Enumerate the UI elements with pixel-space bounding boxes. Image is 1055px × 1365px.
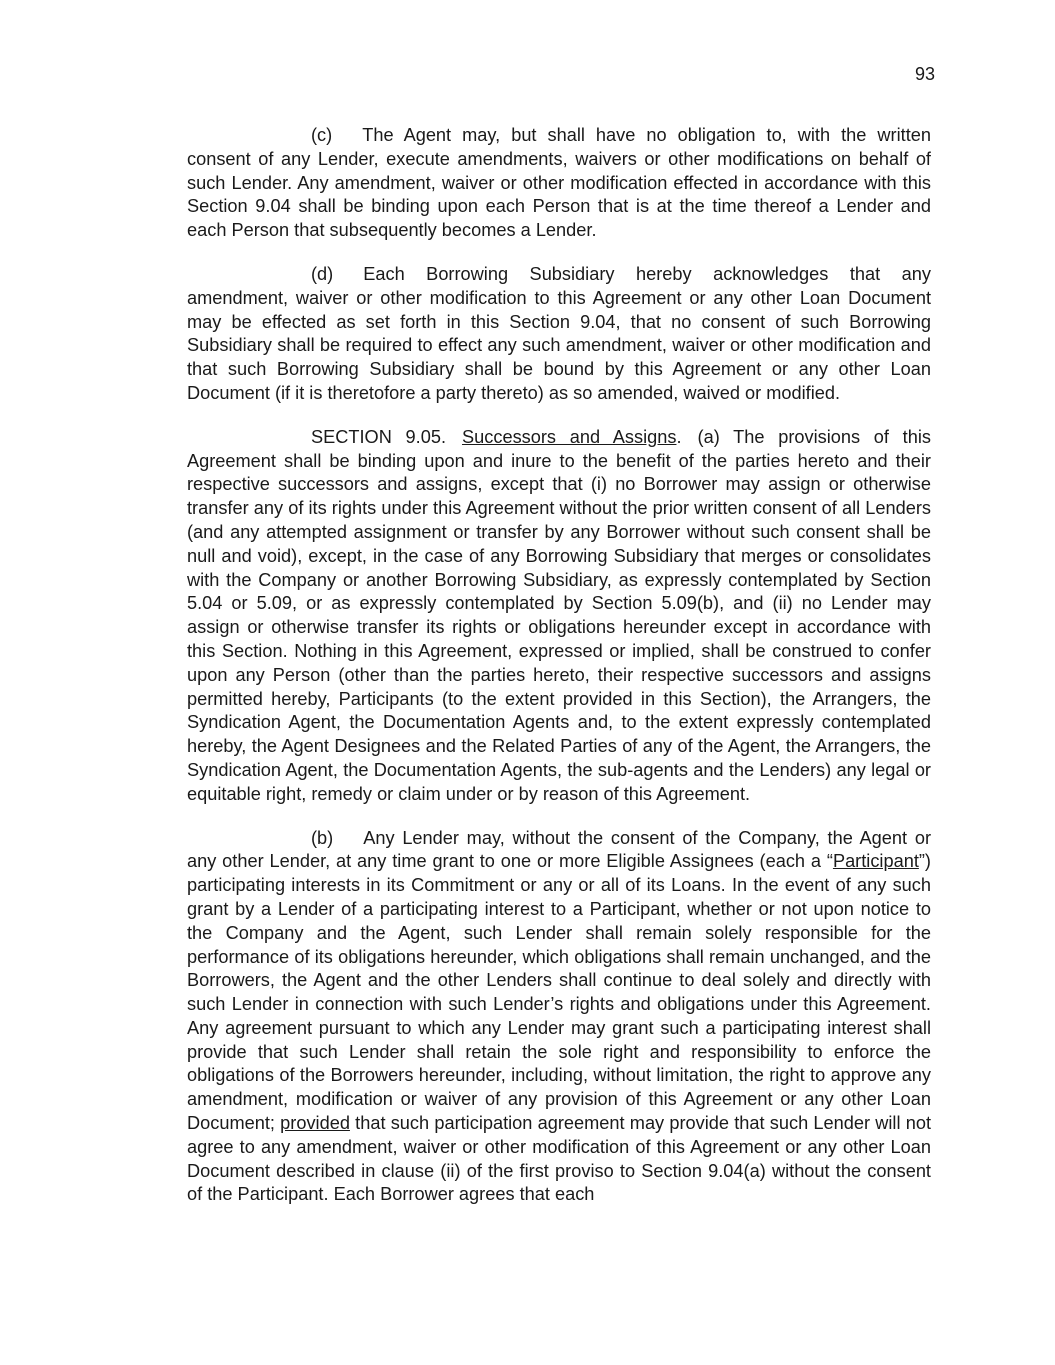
paragraph-b bbox=[187, 827, 931, 1208]
paragraph-text: Each Borrowing Subsidiary hereby acknowledges that any amendment, waiver or other modification to this Agreement or any other Loan Document may be effected as set forth in this Section 9.04, that no consent of such Borrowing Subsidiary shall be required to effect any such amendment, waiver or other modification and that such Borrowing Subsidiary shall be bound by this Agreement or any other Loan Document (if it is theretofore a party thereto) as so amended, waived or modified. bbox=[187, 263, 931, 403]
section-title: Successors and Assigns bbox=[462, 426, 677, 447]
section-title-period: . bbox=[676, 426, 682, 447]
paragraph-text: Any Lender may, without the consent of the Company, the Agent or any other Lender, at any time grant to one or more Eligible Assignees (each a “ bbox=[187, 827, 931, 872]
page-number: 93 bbox=[914, 64, 935, 84]
paragraph-text: (a) The provisions of this Agreement shall be binding upon and inure to the benefit of the parties hereto and their respective successors and assigns, except that (i) no Borrower may assign or otherwise transfer any of its rights under this Agreement without the prior written consent of all Lenders (and any attempted assignment or transfer by any Borrower without such consent shall be null and void), except, in the case of any Borrowing Subsidiary that merges or consolidates with the Company or another Borrowing Subsidiary, as expressly contemplated by Section 5.04 or 5.09, or as expressly contemplated by Section 5.09(b), and (ii) no Lender may assign or otherwise transfer its rights or obligations hereunder except in accordance with this Section. Nothing in this Agreement, expressed or implied, shall be construed to confer upon any Person (other than the parties hereto, their respective successors and assigns permitted hereby, Participants (to the extent provided in this Section), the Arrangers, the Syndication Agent, the Documentation Agents and, to the extent expressly contemplated hereby, the Agent Designees and the Related Parties of any of the Agent, the Arrangers, the Syndication Agent, the Documentation Agents, the sub-agents and the Lenders) any legal or equitable right, remedy or claim under or by reason of this Agreement. bbox=[187, 426, 931, 804]
defined-term-participant: Participant bbox=[832, 851, 919, 872]
paragraph-text: ”) participating interests in its Commitment or any or all of its Loans. In the event of any such grant by a Lender of a participating interest to a Participant, whether or not upon notice to the Company and the Agent, such Lender shall remain solely responsible for the performance of its obligations hereunder, which obligations shall remain unchanged, and the Borrowers, the Agent and the other Lenders shall continue to deal solely and directly with such Lender in connection with such Lender’s rights and obligations under this Agreement. Any agreement pursuant to which any Lender may grant such a participating interest shall provide that such Lender shall retain the sole right and responsibility to enforce the obligations of the Borrowers hereunder, including, without limitation, the right to approve any amendment, modification or waiver of any provision of this Agreement or any other Loan Document; bbox=[187, 851, 931, 1134]
paragraph-label: (d) bbox=[311, 263, 334, 284]
paragraph-text: that such participation agreement may provide that such Lender will not agree to any amendment, waiver or other modification of this Agreement or any other Loan Document described in clause (ii) of the first proviso to Section 9.04(a) without the consent of the Participant. Each Borrower agrees that each bbox=[187, 1113, 932, 1205]
document-body bbox=[187, 124, 931, 1227]
paragraph-label: (c) bbox=[311, 125, 333, 145]
paragraph-c bbox=[187, 124, 931, 243]
paragraph-text: The Agent may, but shall have no obligation to, with the written consent of any Lender, execute amendments, waivers or other modifications on behalf of such Lender. Any amendment, waiver or other modification effected in accordance with this Section 9.04 shall be binding upon each Person that is at the time thereof a Lender and each Person that subsequently becomes a Lender. bbox=[187, 125, 931, 241]
section-heading: SECTION 9.05. bbox=[311, 426, 447, 447]
section-9-05 bbox=[187, 426, 931, 807]
paragraph-label: (b) bbox=[311, 827, 334, 848]
paragraph-d bbox=[187, 263, 931, 406]
defined-term-provided: provided bbox=[280, 1113, 350, 1134]
